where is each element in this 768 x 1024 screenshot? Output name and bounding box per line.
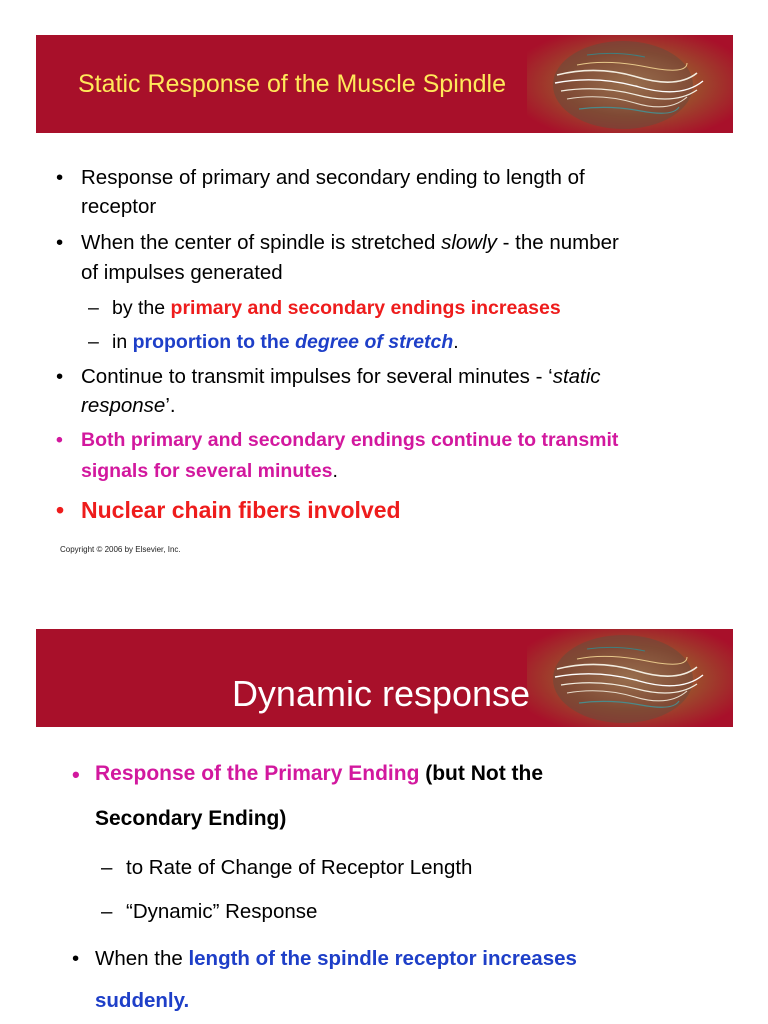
slide1-title: Static Response of the Muscle Spindle xyxy=(78,70,507,98)
text-run-italic: static xyxy=(552,365,601,388)
dash-icon: – xyxy=(88,297,99,319)
slide1-sub2 xyxy=(112,331,459,354)
text-run: . xyxy=(453,331,459,353)
bullet-icon: • xyxy=(56,166,64,189)
bullet-icon: • xyxy=(56,365,64,388)
slide2-sub1: to Rate of Change of Receptor Length xyxy=(126,856,473,879)
slide1-bullet1-line2: receptor xyxy=(81,195,157,218)
slide2-bullet1-line1 xyxy=(95,762,543,786)
slide1-sub1 xyxy=(112,297,561,320)
text-run-italic: slowly xyxy=(441,231,497,254)
text-run-magenta: signals for several minutes xyxy=(81,460,333,482)
text-run-blue-italic: degree of stretch xyxy=(295,331,454,353)
text-run-blue: proportion to the xyxy=(132,331,296,353)
bullet-icon: • xyxy=(72,947,80,970)
slide2-bullet2-line2: suddenly. xyxy=(95,989,190,1012)
dash-icon: – xyxy=(88,331,99,353)
text-run: Continue to transmit impulses for several minutes - ‘ xyxy=(81,365,553,388)
text-run: by the xyxy=(112,297,171,319)
slide2-sub2: “Dynamic” Response xyxy=(126,900,318,923)
bullet-icon: • xyxy=(56,429,63,451)
dash-icon: – xyxy=(101,856,113,879)
text-run: ’. xyxy=(165,394,176,417)
slide2-title: Dynamic response xyxy=(231,673,531,714)
text-run-red: primary and secondary endings increases xyxy=(170,297,561,319)
slide1-bullet1-line1: Response of primary and secondary ending to length of xyxy=(81,166,585,189)
text-run-magenta: Response of the Primary Ending xyxy=(95,762,420,785)
slide2-banner xyxy=(36,629,733,727)
slide2-bullet1-line2: Secondary Ending) xyxy=(95,807,287,830)
slide2-bullet2-line1 xyxy=(95,947,577,971)
bullet-icon: • xyxy=(56,497,65,523)
slide1-bullet5: Nuclear chain fibers involved xyxy=(81,497,401,523)
slide1-bullet2-line2: of impulses generated xyxy=(81,261,283,284)
bullet-icon: • xyxy=(56,231,64,254)
copyright: Copyright © 2006 by Elsevier, Inc. xyxy=(60,545,181,554)
text-run: (but Not the xyxy=(419,762,544,785)
text-run: . xyxy=(332,460,338,482)
slide1-bullet2-line1 xyxy=(81,231,619,255)
slide1-bullet3-line1 xyxy=(81,365,601,389)
slide1-bullet4-line2 xyxy=(81,460,338,483)
slide1-bullet3-line2 xyxy=(81,394,176,418)
slide1-banner xyxy=(36,35,733,133)
text-run: When the center of spindle is stretched xyxy=(81,231,442,254)
text-run-blue: length of the spindle receptor increases xyxy=(188,947,577,970)
spindle-image xyxy=(527,35,733,133)
text-run-italic: response xyxy=(81,394,166,417)
bullet-icon: • xyxy=(72,762,80,787)
dash-icon: – xyxy=(101,900,113,923)
slide1-bullet4-line1: Both primary and secondary endings continue to transmit xyxy=(81,429,619,451)
text-run: in xyxy=(112,331,133,353)
text-run: When the xyxy=(95,947,189,970)
text-run: - the number xyxy=(496,231,619,254)
